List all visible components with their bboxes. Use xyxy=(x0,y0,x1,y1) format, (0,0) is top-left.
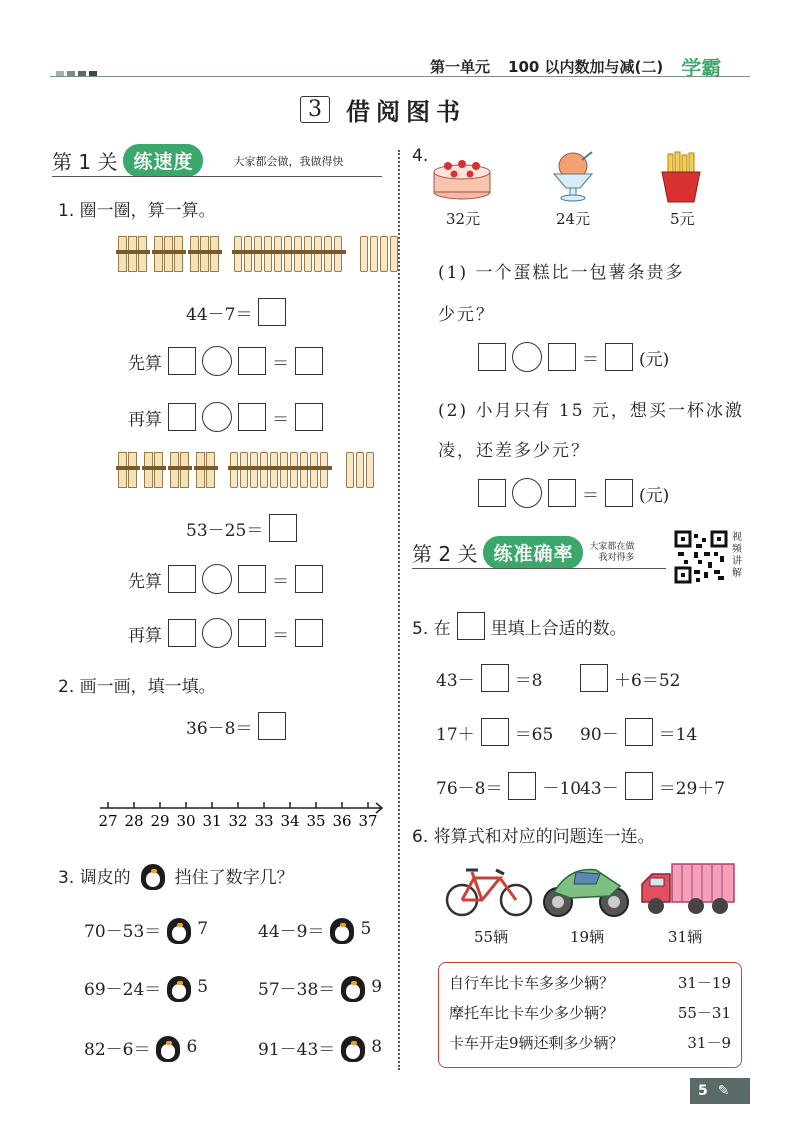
q1-eq2-text: 53－25＝ xyxy=(186,520,264,541)
q1-sticks-2 xyxy=(118,452,376,488)
q2-eq-text: 36－8＝ xyxy=(186,718,253,739)
answer-box[interactable] xyxy=(258,298,286,326)
q3-title xyxy=(58,860,294,890)
number-line-label: 34 xyxy=(280,812,300,830)
q3-equation: 69－24＝ xyxy=(84,979,162,1000)
lesson-number: 3 xyxy=(300,96,330,123)
q3-digit: 5 xyxy=(197,977,209,997)
penguin-icon[interactable] xyxy=(154,1032,182,1062)
answer-box[interactable] xyxy=(238,403,266,431)
q5-r2b xyxy=(580,718,697,746)
answer-box[interactable] xyxy=(168,619,196,647)
level2-banner xyxy=(412,536,634,569)
answer-box[interactable] xyxy=(580,664,608,692)
answer-box[interactable] xyxy=(238,619,266,647)
truck-icon[interactable] xyxy=(638,862,736,920)
level1-name: 练速度 xyxy=(123,144,203,177)
level2-slogan-b: 我对得多 xyxy=(598,552,635,563)
q1-step2 xyxy=(128,402,323,432)
answer-box[interactable] xyxy=(168,565,196,593)
number-line-label: 29 xyxy=(150,812,170,830)
answer-box[interactable] xyxy=(508,772,536,800)
match-row[interactable] xyxy=(439,967,741,997)
answer-box-sample xyxy=(457,612,485,640)
q3-equation: 57－38＝ xyxy=(258,979,336,1000)
match-question[interactable]: 自行车比卡车多多少辆？ xyxy=(449,973,615,992)
fries-icon xyxy=(658,150,704,204)
q1-eq1 xyxy=(186,298,286,326)
answer-box[interactable] xyxy=(605,343,633,371)
bicycle-count: 55辆 xyxy=(474,928,509,946)
lesson-name: 借阅图书 xyxy=(346,97,466,126)
match-expression[interactable]: 31－9 xyxy=(687,1033,731,1052)
equals-sign: ＝ xyxy=(272,409,289,430)
q5-r2a xyxy=(436,718,553,746)
match-expression[interactable]: 55－31 xyxy=(677,1003,731,1022)
match-question[interactable]: 摩托车比卡车少多少辆？ xyxy=(449,1003,615,1022)
level2-rule xyxy=(412,568,666,569)
match-expression[interactable]: 31－19 xyxy=(677,973,731,992)
equals-sign: ＝ xyxy=(272,625,289,646)
q5-title-a: 5. 在 xyxy=(412,618,451,639)
q3-digit: 8 xyxy=(371,1037,383,1057)
q3-row xyxy=(84,972,208,1002)
q4-p2-b: 凌，还差多少元？ xyxy=(438,441,590,461)
level1-label: 第 1 关 xyxy=(52,150,118,174)
answer-box[interactable] xyxy=(238,565,266,593)
q3-digit: 6 xyxy=(186,1037,198,1057)
level2-label: 第 2 关 xyxy=(412,542,478,566)
q5-text: 43－ xyxy=(580,778,619,799)
answer-box[interactable] xyxy=(168,347,196,375)
q5-text: ＝65 xyxy=(514,724,554,745)
q5-r1b xyxy=(580,664,680,692)
penguin-icon[interactable] xyxy=(165,914,193,944)
operator-circle[interactable] xyxy=(202,346,232,376)
q4-p1-b: 少元？ xyxy=(438,305,495,325)
answer-box[interactable] xyxy=(295,403,323,431)
q1-title: 1. 圈一圈，算一算。 xyxy=(58,201,216,221)
q4-number: 4. xyxy=(412,146,429,166)
q5-text: ＝8 xyxy=(514,670,543,691)
answer-box[interactable] xyxy=(478,479,506,507)
match-row[interactable] xyxy=(439,997,741,1027)
q5-text: ＋6＝52 xyxy=(614,670,681,691)
q4-p1-answer xyxy=(478,342,669,372)
answer-box[interactable] xyxy=(258,712,286,740)
q5-text: －10 xyxy=(542,778,582,799)
answer-box[interactable] xyxy=(168,403,196,431)
q3-equation: 70－53＝ xyxy=(84,921,162,942)
q4-p1-a: (1) 一个蛋糕比一包薯条贵多 xyxy=(438,263,685,283)
number-line-label: 36 xyxy=(332,812,352,830)
header-decoration xyxy=(56,62,100,81)
q4-p2-answer xyxy=(478,478,669,508)
then-label: 再算 xyxy=(128,409,162,430)
q5-text: ＝29＋7 xyxy=(658,778,726,799)
equals-sign: ＝ xyxy=(582,349,599,370)
answer-box[interactable] xyxy=(238,347,266,375)
answer-box[interactable] xyxy=(269,514,297,542)
column-divider xyxy=(398,150,400,1070)
q2-title: 2. 画一画，填一填。 xyxy=(58,677,216,697)
fries-price: 5元 xyxy=(670,210,695,228)
penguin-icon[interactable] xyxy=(339,1032,367,1062)
lesson-title xyxy=(300,92,466,127)
q5-title-b: 里填上合适的数。 xyxy=(490,618,627,639)
q1-step3 xyxy=(128,564,323,594)
number-line-label: 28 xyxy=(124,812,144,830)
page-number: 5 xyxy=(698,1083,708,1099)
qr-code-icon[interactable] xyxy=(674,530,728,584)
pencil-icon: ✎ xyxy=(717,1083,730,1099)
level2-name: 练准确率 xyxy=(483,536,583,569)
equals-sign: ＝ xyxy=(272,571,289,592)
answer-box[interactable] xyxy=(605,479,633,507)
operator-circle[interactable] xyxy=(202,618,232,648)
bicycle-icon[interactable] xyxy=(444,864,534,920)
q1-eq1-text: 44－7＝ xyxy=(186,304,253,325)
q3-title-b: 挡住了数字几？ xyxy=(174,867,294,888)
answer-box[interactable] xyxy=(295,347,323,375)
unit-label: (元) xyxy=(639,485,670,506)
first-label: 先算 xyxy=(128,353,162,374)
answer-box[interactable] xyxy=(478,343,506,371)
q5-title xyxy=(412,612,627,640)
q3-equation: 82－6＝ xyxy=(84,1039,151,1060)
q1-step4 xyxy=(128,618,323,648)
penguin-icon[interactable] xyxy=(328,914,356,944)
q4-p2-a: (2) 小月只有 15 元，想买一杯冰激 xyxy=(438,401,744,421)
penguin-icon[interactable] xyxy=(165,972,193,1002)
number-line-label: 35 xyxy=(306,812,326,830)
match-question[interactable]: 卡车开走9辆还剩多少辆？ xyxy=(449,1033,624,1052)
operator-circle[interactable] xyxy=(512,478,542,508)
q3-row xyxy=(258,914,371,944)
answer-box[interactable] xyxy=(295,565,323,593)
matching-box xyxy=(438,962,742,1068)
answer-box[interactable] xyxy=(295,619,323,647)
q3-digit: 7 xyxy=(197,919,209,939)
q3-row xyxy=(84,914,208,944)
level2-slogan-a: 大家都在做 xyxy=(589,541,635,552)
q5-text: 17＋ xyxy=(436,724,475,745)
q3-equation: 91－43＝ xyxy=(258,1039,336,1060)
q1-step1 xyxy=(128,346,323,376)
q2-eq xyxy=(186,712,286,740)
number-line-label: 32 xyxy=(228,812,248,830)
q3-digit: 9 xyxy=(371,977,383,997)
answer-box[interactable] xyxy=(481,718,509,746)
unit-label: 第一单元 xyxy=(430,58,491,76)
q5-text: ＝14 xyxy=(658,724,698,745)
q3-row xyxy=(84,1032,197,1062)
number-line-label: 37 xyxy=(358,812,378,830)
number-line-label: 33 xyxy=(254,812,274,830)
operator-circle[interactable] xyxy=(512,342,542,372)
q3-row xyxy=(258,1032,382,1062)
answer-box[interactable] xyxy=(548,479,576,507)
ice-cream-icon xyxy=(548,150,598,204)
q3-title-a: 3. 调皮的 xyxy=(58,867,131,888)
header-rule xyxy=(50,76,750,77)
answer-box[interactable] xyxy=(625,718,653,746)
answer-box[interactable] xyxy=(481,664,509,692)
q5-r3a xyxy=(436,772,581,800)
then-label: 再算 xyxy=(128,625,162,646)
number-line-label: 30 xyxy=(176,812,196,830)
topic-label: 100 以内数加与减(二) xyxy=(508,58,664,76)
equals-sign: ＝ xyxy=(582,485,599,506)
q5-text: 90－ xyxy=(580,724,619,745)
penguin-icon[interactable] xyxy=(339,972,367,1002)
answer-box[interactable] xyxy=(548,343,576,371)
operator-circle[interactable] xyxy=(202,402,232,432)
brand-logo: 学霸 xyxy=(681,56,722,80)
truck-count: 31辆 xyxy=(668,928,703,946)
page-badge xyxy=(690,1078,750,1104)
q3-row xyxy=(258,972,382,1002)
equals-sign: ＝ xyxy=(272,353,289,374)
level1-banner xyxy=(52,144,343,177)
level1-rule xyxy=(52,176,382,177)
first-label: 先算 xyxy=(128,571,162,592)
q3-equation: 44－9＝ xyxy=(258,921,325,942)
level1-slogan: 大家都会做，我做得快 xyxy=(233,154,344,168)
motorcycle-count: 19辆 xyxy=(570,928,605,946)
penguin-icon xyxy=(139,860,167,890)
match-row[interactable] xyxy=(439,1027,741,1057)
ice-cream-price: 24元 xyxy=(556,210,591,228)
cake-icon xyxy=(430,152,494,202)
q5-text: 43－ xyxy=(436,670,475,691)
cake-price: 32元 xyxy=(446,210,481,228)
q5-text: 76－8＝ xyxy=(436,778,503,799)
number-line-label: 31 xyxy=(202,812,222,830)
answer-box[interactable] xyxy=(625,772,653,800)
level2-slogan xyxy=(589,542,634,564)
unit-label: (元) xyxy=(639,349,670,370)
q5-r3b xyxy=(580,772,725,800)
q5-r1a xyxy=(436,664,542,692)
q1-sticks-1 xyxy=(118,236,400,272)
operator-circle[interactable] xyxy=(202,564,232,594)
q1-eq2 xyxy=(186,514,297,542)
q3-digit: 5 xyxy=(360,919,372,939)
q6-title: 6. 将算式和对应的问题连一连。 xyxy=(412,827,655,847)
motorcycle-icon[interactable] xyxy=(540,862,632,920)
video-explain-label: 视频讲解 xyxy=(732,532,742,579)
number-line[interactable] xyxy=(96,796,386,836)
number-line-label: 27 xyxy=(98,812,118,830)
